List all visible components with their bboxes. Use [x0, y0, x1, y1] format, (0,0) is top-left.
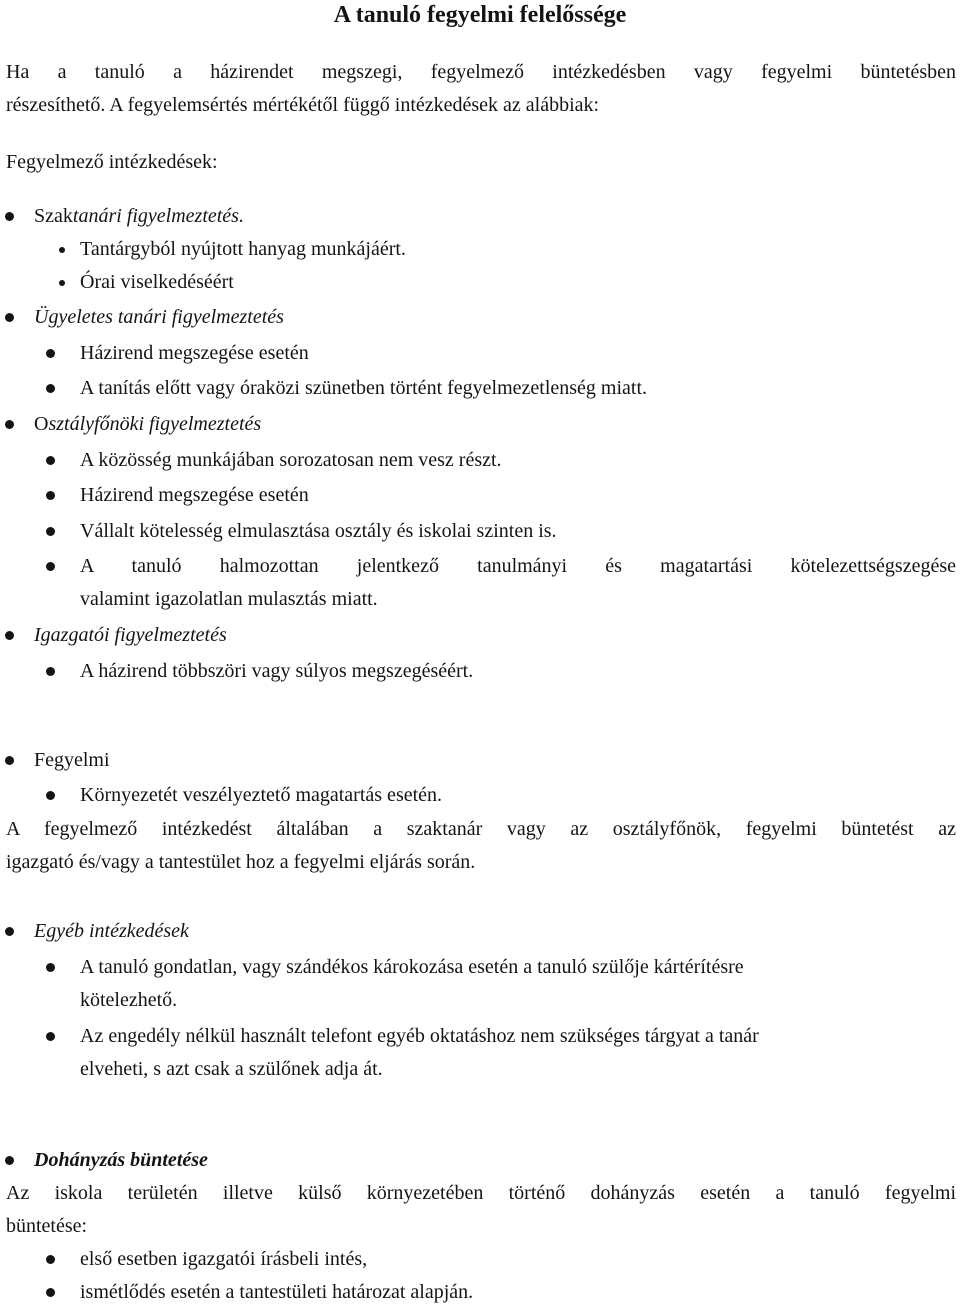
osztalyfonoki-label-prefix: O	[34, 413, 49, 435]
igazgatoi-label: Igazgatói figyelmeztetés	[34, 624, 227, 646]
egyeb-label: Egyéb intézkedések	[34, 920, 189, 942]
bullet-icon	[5, 212, 14, 221]
osztalyfonoki-long-line-2: valamint igazolatlan mulasztás miatt.	[80, 588, 378, 610]
bullet-icon	[46, 1288, 55, 1297]
para2-line-1: A fegyelmező intézkedést általában a szaktanár vagy az osztályfőnök, fegyelmi büntetést az	[6, 818, 956, 840]
bullet-icon	[5, 420, 14, 429]
bullet-icon	[5, 631, 14, 640]
bullet-icon	[46, 527, 55, 536]
bullet-icon	[59, 247, 65, 253]
egyeb-item-2-line-2: elveheti, s azt csak a szülőnek adja át.	[80, 1058, 383, 1080]
intro-line-1: Ha a tanuló a házirendet megszegi, fegyelmező intézkedésben vagy fegyelmi büntetésben	[6, 61, 956, 83]
bullet-icon	[5, 756, 14, 765]
ugyeletes-item-2: A tanítás előtt vagy óraközi szünetben történt fegyelmezetlenség miatt.	[80, 377, 648, 399]
fegyelmi-label: Fegyelmi	[34, 749, 110, 771]
ugyeletes-item-1: Házirend megszegése esetén	[80, 342, 309, 364]
szaktanari-label-rest: tanári figyelmeztetés.	[72, 205, 244, 227]
bullet-icon	[5, 313, 14, 322]
bullet-icon	[46, 963, 55, 972]
szaktanari-item-2: Órai viselkedéséért	[80, 271, 234, 293]
para2-line-2: igazgató és/vagy a tantestület hoz a fegyelmi eljárás során.	[6, 851, 476, 873]
bullet-icon	[59, 280, 65, 286]
dohanyzas-label: Dohányzás büntetése	[34, 1149, 208, 1171]
osztalyfonoki-long-line-1: A tanuló halmozottan jelentkező tanulmányi és magatartási kötelezettségszegése	[80, 555, 956, 577]
bullet-icon	[46, 1255, 55, 1264]
osztalyfonoki-item-2: Házirend megszegése esetén	[80, 484, 309, 506]
page-title: A tanuló fegyelmi felelőssége	[333, 2, 627, 28]
bullet-icon	[46, 491, 55, 500]
igazgatoi-item-1: A házirend többszöri vagy súlyos megszegéséért.	[80, 660, 474, 682]
bullet-icon	[5, 1156, 14, 1165]
fegyelmi-item-1: Környezetét veszélyeztető magatartás esetén.	[80, 784, 443, 806]
bullet-icon	[46, 349, 55, 358]
dohanyzas-item-1: első esetben igazgatói írásbeli intés,	[80, 1248, 368, 1270]
dohanyzas-item-2: ismétlődés esetén a tantestületi határozat alapján.	[80, 1281, 474, 1303]
intro-line-2: részesíthető. A fegyelemsértés mértékétől függő intézkedések az alábbiak:	[6, 94, 600, 116]
dohanyzas-para-line-1: Az iskola területén illetve külső környezetében történő dohányzás esetén a tanuló fegyelmi	[6, 1182, 956, 1204]
osztalyfonoki-item-1: A közösség munkájában sorozatosan nem vesz részt.	[80, 449, 502, 471]
szaktanari-label-prefix: Szak	[34, 205, 73, 227]
egyeb-item-1-line-2: kötelezhető.	[80, 989, 178, 1011]
fegyelmezo-heading: Fegyelmező intézkedések:	[6, 151, 218, 173]
bullet-icon	[46, 791, 55, 800]
osztalyfonoki-label-rest: sztályfőnöki figyelmeztetés	[48, 413, 262, 435]
szaktanari-label	[34, 199, 244, 233]
egyeb-item-1-line-1: A tanuló gondatlan, vagy szándékos károkozása esetén a tanuló szülője kártérítésre	[80, 956, 744, 978]
bullet-icon	[46, 667, 55, 676]
szaktanari-item-1: Tantárgyból nyújtott hanyag munkájáért.	[80, 238, 406, 260]
osztalyfonoki-item-3: Vállalt kötelesség elmulasztása osztály és iskolai szinten is.	[80, 520, 557, 542]
bullet-icon	[5, 927, 14, 936]
osztalyfonoki-label	[34, 407, 261, 441]
bullet-icon	[46, 456, 55, 465]
bullet-icon	[46, 384, 55, 393]
ugyeletes-label: Ügyeletes tanári figyelmeztetés	[34, 306, 284, 328]
egyeb-item-2-line-1: Az engedély nélkül használt telefont egyéb oktatáshoz nem szükséges tárgyat a tanár	[80, 1025, 759, 1047]
bullet-icon	[46, 1032, 55, 1041]
dohanyzas-para-line-2: büntetése:	[6, 1215, 88, 1237]
bullet-icon	[46, 562, 55, 571]
